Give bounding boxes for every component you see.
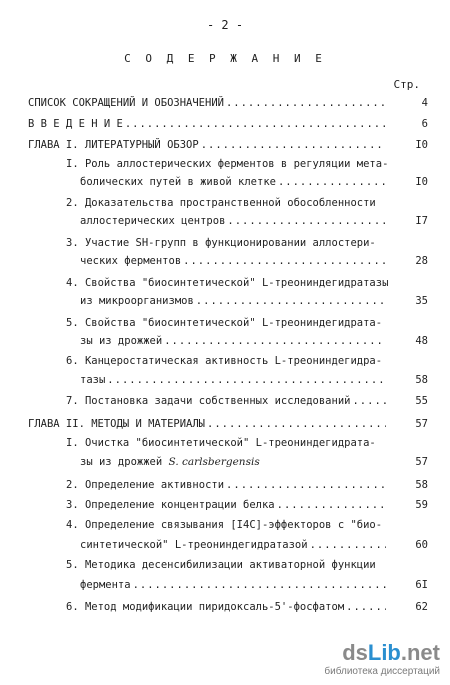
toc-page: I7 [415, 215, 428, 227]
toc-page: 6 [421, 118, 428, 130]
toc-entry-2-5-line1: 5. Методика десенсибилизации активаторной функции [66, 559, 376, 571]
toc-entry-2-1-text: зы из дрожжей [80, 456, 163, 468]
toc-entry-2-2: 2. Определение активности ..... [66, 478, 388, 492]
dslib-watermark [324, 640, 440, 677]
page-number: - 2 - [206, 18, 244, 32]
toc-entry-1-6-line2: тазы ..... [80, 373, 388, 387]
toc-entry-1-1-line1: I. Роль аллостерических ферментов в регуляции мета- [66, 158, 389, 170]
toc-entry-abbreviations: СПИСОК СОКРАЩЕНИЙ И ОБОЗНАЧЕНИЙ ..... [28, 96, 388, 110]
toc-entry-1-7: 7. Постановка задачи собственных исследований ..... [66, 394, 388, 408]
toc-entry-chapter-2: ГЛАВА II. МЕТОДЫ И МАТЕРИАЛЫ ..... [28, 417, 388, 431]
toc-entry-2-6: 6. Метод модификации пиридоксаль-5'-фосфатом ..... [66, 600, 388, 614]
toc-page: 58 [415, 374, 428, 386]
toc-entry-1-5-line2: зы из дрожжей ..... [80, 334, 388, 348]
toc-entry-2-4-line1: 4. Определение связывания [I4C]-эффекторов с "био- [66, 519, 383, 531]
toc-entry-1-3-line1: 3. Участие SH-групп в функционировании аллостери- [66, 237, 376, 249]
toc-page: 59 [415, 499, 428, 511]
toc-page: 58 [415, 479, 428, 491]
toc-page: 57 [415, 418, 428, 430]
toc-page: 55 [415, 395, 428, 407]
toc-entry-1-4-line2: из микроорганизмов ..... [80, 294, 388, 308]
toc-entry-1-4-line1: 4. Свойства "биосинтетической" L-треониндегидратазы [66, 277, 389, 289]
toc-entry-chapter-1: ГЛАВА I. ЛИТЕРАТУРНЫЙ ОБЗОР ..... [28, 138, 388, 152]
toc-page: 57 [415, 456, 428, 468]
toc-page: I0 [415, 139, 428, 151]
toc-entry-2-1-line1: I. Очистка "биосинтетической" L-треониндегидрата- [66, 437, 376, 449]
toc-entry-1-5-line1: 5. Свойства "биосинтетической" L-треониндегидрата- [66, 317, 383, 329]
toc-entry-1-6-line1: 6. Канцеростатическая активность L-треониндегидра- [66, 355, 383, 367]
toc-entry-1-2-line1: 2. Доказательства пространственной обособленности [66, 197, 376, 209]
pages-column-heading: Стр. [393, 78, 420, 91]
toc-page: 48 [415, 335, 428, 347]
toc-page: 35 [415, 295, 428, 307]
toc-entry-2-4-line2: синтетической" L-треониндегидратазой ..... [80, 538, 388, 552]
toc-page: 4 [421, 97, 428, 109]
toc-page: 62 [415, 601, 428, 613]
toc-title: С О Д Е Р Ж А Н И Е [124, 52, 326, 65]
dslib-subtitle: библиотека диссертаций [324, 666, 440, 677]
toc-entry-1-1-line2: болических путей в живой клетке ..... [80, 175, 388, 189]
toc-entry-2-5-line2: фермента ..... [80, 578, 388, 592]
handwritten-strain-name: S. carlsbergensis [168, 456, 260, 468]
toc-entry-1-2-line2: аллостерических центров ..... [80, 214, 388, 228]
toc-entry-2-3: 3. Определение концентрации белка ..... [66, 498, 388, 512]
toc-entry-1-3-line2: ческих ферментов ..... [80, 254, 388, 268]
toc-page: 60 [415, 539, 428, 551]
dslib-logo: dsLib.net [342, 640, 440, 665]
toc-entry-2-1-line2 [80, 455, 260, 469]
toc-page: 6I [415, 579, 428, 591]
toc-page: I0 [415, 176, 428, 188]
toc-entry-introduction: В В Е Д Е Н И Е ..... [28, 117, 388, 131]
toc-page: 28 [415, 255, 428, 267]
